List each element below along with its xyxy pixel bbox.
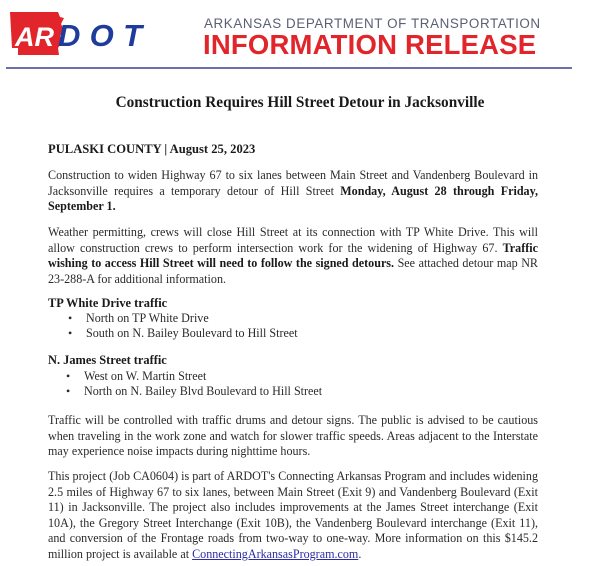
paragraph-detour-dates: Construction to widen Highway 67 to six lanes between Main Street and Vandenberg Boulevard in Jacksonville requires a temporary detour of Hill Street Monday, August 28 through Friday, September 1. bbox=[48, 168, 538, 214]
svg-text:AR: AR bbox=[15, 22, 54, 52]
detour-list-tp-white bbox=[64, 311, 298, 341]
paragraph-traffic-control: Traffic will be controlled with traffic drums and detour signs. The public is advised to be cautious when traveling in the work zone and watch for slower traffic speeds. Areas adjacent to the Interstate may experience noise impacts during nighttime hours. bbox=[48, 413, 538, 459]
list-item: • West on W. Martin Street bbox=[62, 369, 322, 384]
detour-heading-james-street: N. James Street traffic bbox=[48, 353, 167, 367]
detour-list-james-street bbox=[62, 369, 322, 399]
paragraph-project-info: This project (Job CA0604) is part of ARDOT's Connecting Arkansas Program and includes widening 2.5 miles of Highway 67 to six lanes, between Main Street (Exit 9) and Vandenberg Boulevard (Exit 11) in Jacksonville. The project also includes improvements at the James Street interchange (Exit 10A), the Gregory Street Interchange (Exit 10B), the Vandenberg Boulevard interchange (Exit 11), and conversion of the Frontage roads from two-way to one-way. More information on this $145.2 million project is available at ConnectingArkansasProgram.com. bbox=[48, 469, 538, 561]
dateline: PULASKI COUNTY | August 25, 2023 bbox=[48, 142, 256, 156]
agency-name: ARKANSAS DEPARTMENT OF TRANSPORTATION bbox=[204, 16, 541, 31]
header-divider bbox=[6, 67, 572, 69]
list-item: • North on TP White Drive bbox=[64, 311, 298, 326]
document-title: Construction Requires Hill Street Detour in Jacksonville bbox=[115, 94, 485, 111]
list-item: • South on N. Bailey Boulevard to Hill Street bbox=[64, 326, 298, 341]
ardot-logo bbox=[6, 8, 146, 60]
release-header bbox=[0, 0, 600, 72]
connecting-arkansas-link[interactable]: ConnectingArkansasProgram.com bbox=[192, 546, 359, 561]
detour-heading-tp-white: TP White Drive traffic bbox=[48, 296, 168, 310]
information-release-heading: INFORMATION RELEASE bbox=[203, 29, 537, 60]
svg-text:DOT: DOT bbox=[58, 18, 142, 53]
list-item: • North on N. Bailey Blvd Boulevard to Hill Street bbox=[62, 384, 322, 399]
paragraph-closure-details: Weather permitting, crews will close Hill Street at its connection with TP White Drive. This will allow construction crews to perform intersection work for the widening of Highway 67. Traffic wishing to access Hill Street will need to follow the signed detours. See attached detour map NR 23-288-A for additional information. bbox=[48, 225, 538, 286]
